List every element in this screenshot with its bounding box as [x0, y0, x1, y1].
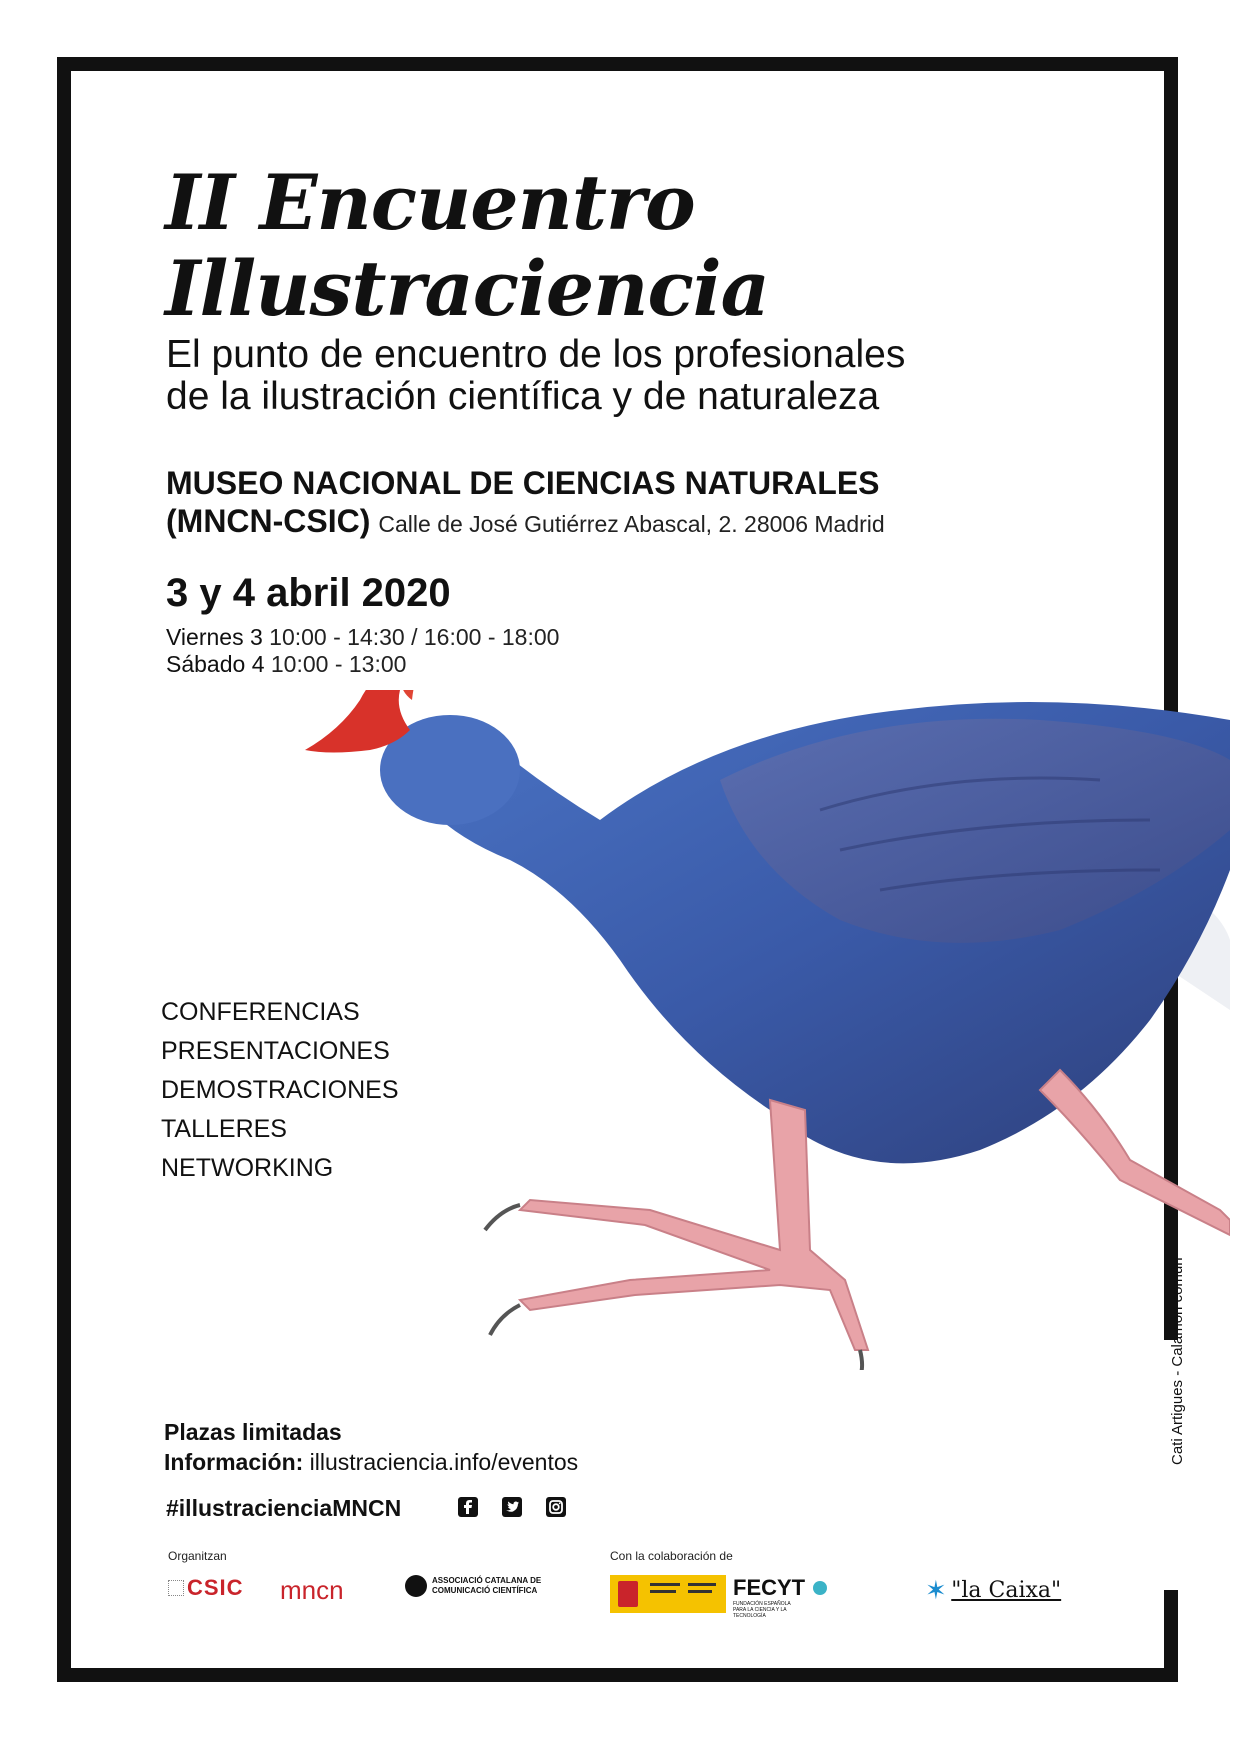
activity-item: NETWORKING [161, 1154, 334, 1182]
activity-item: PRESENTACIONES [161, 1037, 390, 1065]
mncn-logo-text: mncn [280, 1575, 344, 1605]
subtitle-line-2: de la ilustración científica y de naturaleza [166, 375, 880, 418]
activity-item: DEMOSTRACIONES [161, 1076, 399, 1104]
csic-logo-text: CSIC [187, 1575, 244, 1600]
activity-item: TALLERES [161, 1115, 287, 1143]
facebook-icon[interactable] [458, 1497, 478, 1517]
bird-illustration [300, 690, 1230, 1370]
title-line-2: Illustraciencia [165, 244, 769, 333]
illustration-credit: Cati Artigues - Calamón común [1169, 1257, 1186, 1465]
bird-back-leg [1040, 1070, 1230, 1235]
schedule-day: Sábado 4 [166, 651, 265, 677]
venue-acronym: (MNCN-CSIC) [166, 503, 371, 539]
frame-left [57, 57, 71, 1682]
schedule-row [166, 624, 559, 651]
event-subtitle [166, 334, 905, 418]
twitter-icon[interactable] [502, 1497, 522, 1517]
frame-right-bottom [1164, 1590, 1178, 1682]
info-link[interactable]: illustraciencia.info/eventos [309, 1449, 579, 1475]
schedule-row [166, 651, 559, 678]
csic-logo [168, 1575, 263, 1615]
collaboration-label: Con la colaboración de [610, 1549, 733, 1563]
frame-bottom [57, 1668, 1178, 1682]
accc-logo-text: ASSOCIACIÓ CATALANA DE COMUNICACIÓ CIENTÍFICA [432, 1576, 542, 1595]
title-line-1: II Encuentro [165, 158, 695, 247]
event-dates: 3 y 4 abril 2020 [166, 571, 451, 615]
limited-places: Plazas limitadas [164, 1419, 342, 1445]
mncn-logo [280, 1575, 380, 1615]
frame-top [57, 57, 1178, 71]
fecyt-logo-subtext: FUNDACIÓN ESPAÑOLA PARA LA CIENCIA Y LA TECNOLOGÍA [733, 1601, 791, 1619]
schedule-day: Viernes 3 [166, 624, 263, 650]
schedule-time: 10:00 - 13:00 [270, 651, 407, 677]
lacaixa-logo-text: "la Caixa" [951, 1578, 1062, 1603]
activities-list [161, 993, 399, 1188]
schedule-time: 10:00 - 14:30 / 16:00 - 18:00 [269, 624, 560, 650]
hashtag: #illustracienciaMNCN [166, 1495, 402, 1521]
info-line [164, 1449, 578, 1476]
gobierno-logo [610, 1575, 726, 1613]
fecyt-logo [733, 1575, 893, 1619]
event-title [165, 160, 769, 332]
activity-item: CONFERENCIAS [161, 998, 360, 1026]
lacaixa-logo [925, 1575, 1075, 1615]
accc-logo [405, 1575, 575, 1615]
venue-name: MUSEO NACIONAL DE CIENCIAS NATURALES [166, 465, 880, 501]
info-label: Información: [164, 1449, 304, 1475]
organizers-label: Organitzan [168, 1549, 227, 1563]
instagram-icon[interactable] [546, 1497, 566, 1517]
venue-address: Calle de José Gutiérrez Abascal, 2. 28006 Madrid [378, 511, 885, 537]
star-icon: ✶ [925, 1575, 947, 1605]
schedule [166, 624, 559, 678]
fecyt-logo-text: FECYT [733, 1575, 806, 1600]
venue-name-line-2 [166, 502, 885, 543]
subtitle-line-1: El punto de encuentro de los profesionales [166, 333, 906, 376]
